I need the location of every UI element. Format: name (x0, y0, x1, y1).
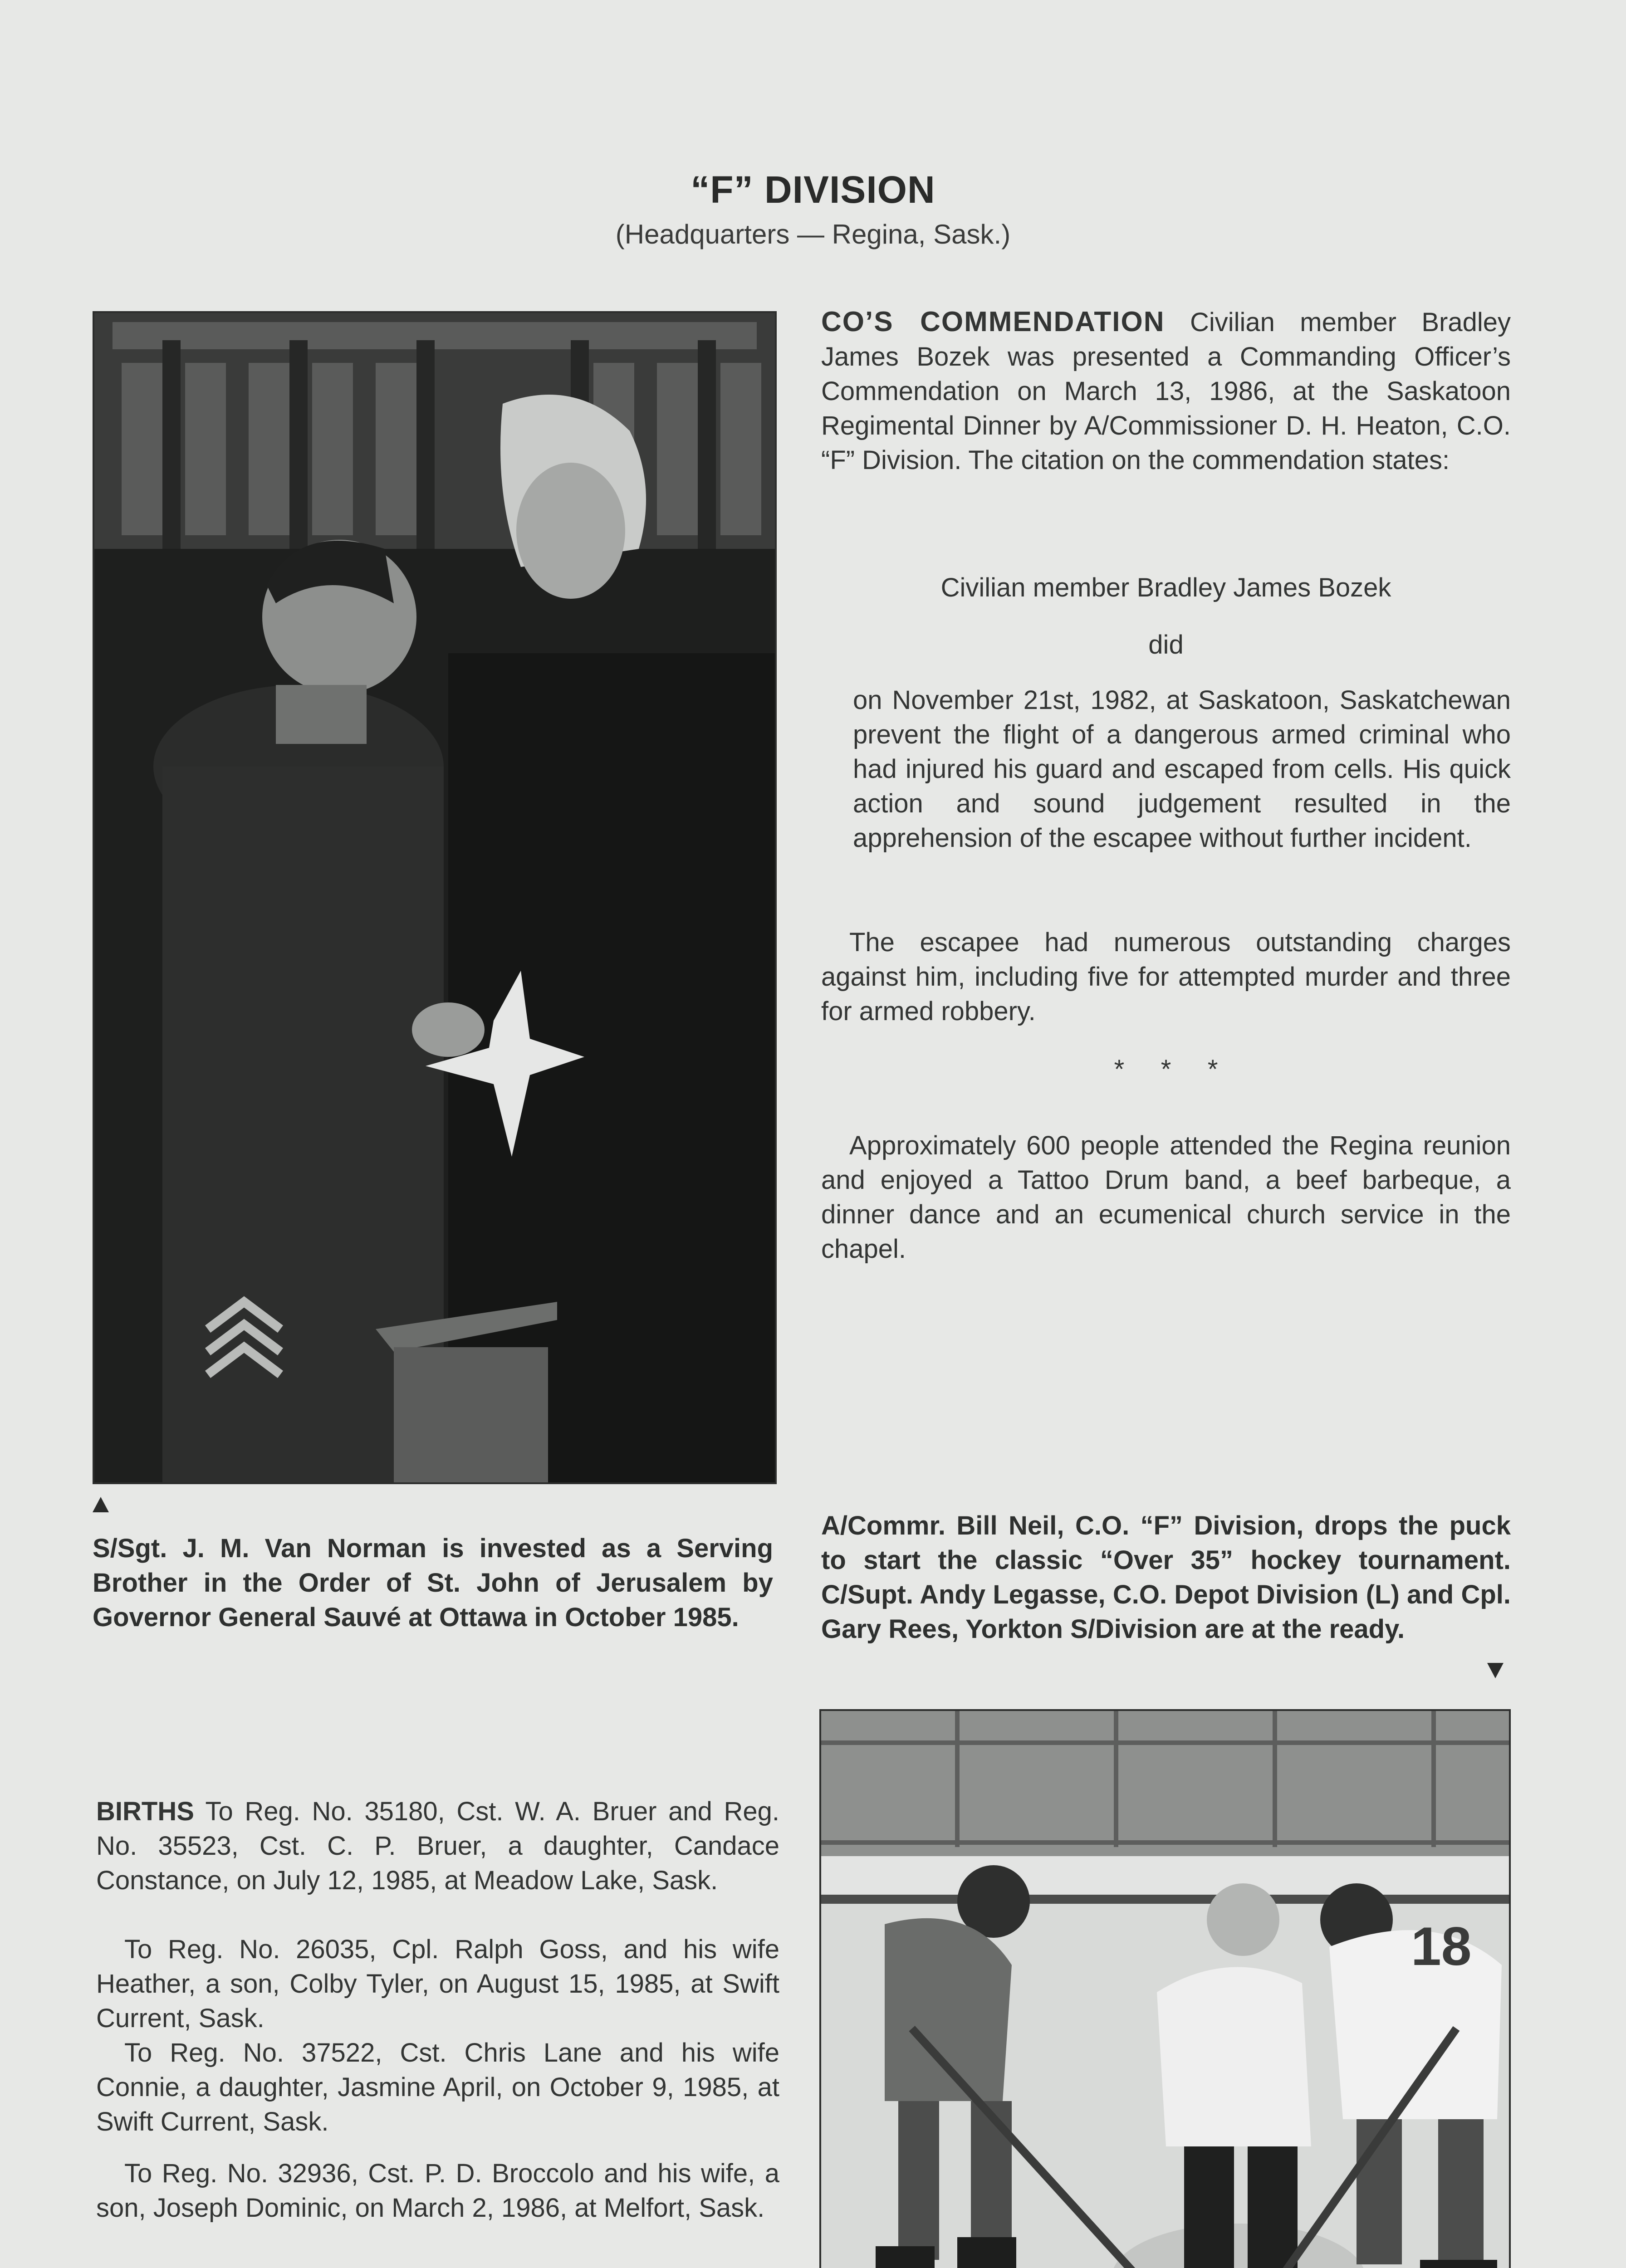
citation-body: on November 21st, 1982, at Saskatoon, Saskatchewan prevent the flight of a dangerous armed criminal who had injured his guard and escaped from cells. His quick action and sound judgement resulted in the apprehension of the escapee without further incident. (853, 685, 1511, 853)
caption-pointer-up-icon (93, 1497, 109, 1512)
hockey-faceoff-photo (819, 1709, 1511, 2268)
right-photo-caption: A/Commr. Bill Neil, C.O. “F” Division, drops the puck to start the classic “Over 35” hockey tournament. C/Supt. Andy Legasse, C.O. Depot Division (L) and Cpl. Gary Rees, Yorkton S/Division are at the ready. (821, 1511, 1511, 1644)
births-heading: BIRTHS (96, 1797, 194, 1826)
page-subtitle: (Headquarters — Regina, Sask.) (615, 219, 1011, 249)
reunion-paragraph: Approximately 600 people attended the Regina reunion and enjoyed a Tattoo Drum band, a beef barbeque, a dinner dance and an ecumenical church service in the chapel. (821, 1131, 1511, 1264)
births-paragraph-1 (96, 1794, 779, 1898)
investiture-photo (93, 311, 777, 1484)
citation-name: Civilian member Bradley James Bozek (940, 573, 1391, 602)
jersey-number: 18 (1411, 1916, 1472, 1977)
births-paragraph-4: To Reg. No. 32936, Cst. P. D. Broccolo and his wife, a son, Joseph Dominic, on March 2, 1986, at Melfort, Sask. (96, 2159, 779, 2223)
births-paragraph-3: To Reg. No. 37522, Cst. Chris Lane and his wife Connie, a daughter, Jasmine April, on October 9, 1985, at Swift Current, Sask. (96, 2038, 779, 2136)
page-title: “F” DIVISION (691, 168, 935, 211)
investiture-photo-icon (94, 313, 775, 1482)
commendation-heading: CO’S COMMENDATION (821, 306, 1165, 337)
section-separator: * * * (1114, 1055, 1218, 1084)
citation-did: did (1148, 630, 1184, 660)
commendation-intro (821, 305, 1511, 478)
births-text-1: To Reg. No. 35180, Cst. W. A. Bruer and Reg. No. 35523, Cst. C. P. Bruer, a daughter, Candace Constance, on July 12, 1985, at Meadow Lake, Sask. (96, 1797, 779, 1895)
commendation-intro-text: Civilian member Bradley James Bozek was presented a Commanding Officer’s Commendation on March 13, 1986, at the Saskatoon Regimental Dinner by A/Commissioner D. H. Heaton, C.O. “F” Division. The citation on the commendation states: (821, 308, 1511, 475)
caption-pointer-down-icon (1487, 1663, 1504, 1678)
hockey-faceoff-photo-icon (821, 1711, 1509, 2268)
escapee-paragraph: The escapee had numerous outstanding charges against him, including five for attempted murder and three for armed robbery. (821, 928, 1511, 1026)
births-paragraph-2: To Reg. No. 26035, Cpl. Ralph Goss, and his wife Heather, a son, Colby Tyler, on August 15, 1985, at Swift Current, Sask. (96, 1935, 779, 2033)
left-photo-caption: S/Sgt. J. M. Van Norman is invested as a Serving Brother in the Order of St. John of Jerusalem by Governor General Sauvé at Ottawa in October 1985. (93, 1534, 773, 1632)
